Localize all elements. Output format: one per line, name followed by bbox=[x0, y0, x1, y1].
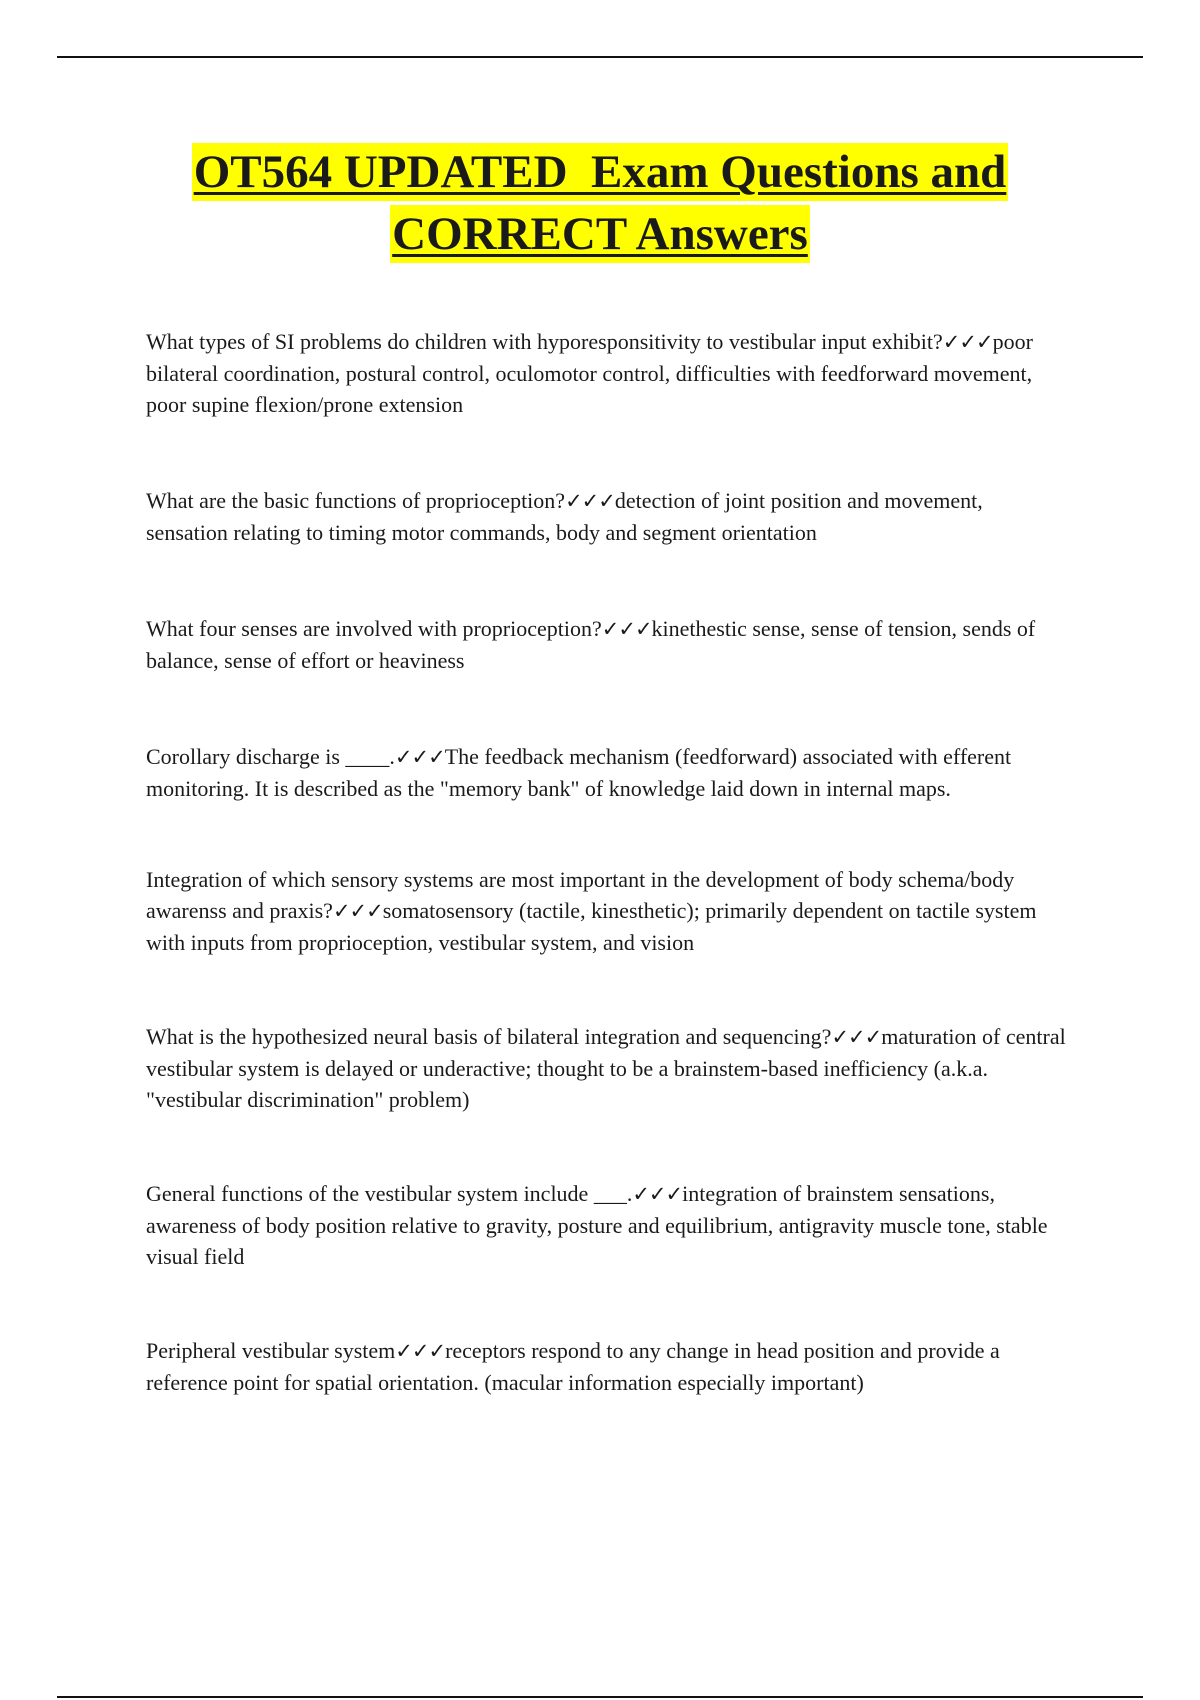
answer-text: The feedback mechanism (feedforward) associated with efferent monitoring. It is described as the "memory bank" of knowledge laid down in internal maps. bbox=[146, 744, 1012, 801]
qa-list bbox=[146, 326, 1066, 1398]
question-text: Integration of which sensory systems are most important in the development of body schema/body awarenss and praxis? bbox=[146, 867, 1015, 923]
question-text: What are the basic functions of proprioception? bbox=[146, 488, 566, 513]
title-line-2: CORRECT Answers bbox=[390, 205, 810, 263]
qa-item bbox=[146, 485, 1066, 548]
answer-text: kinethestic sense, sense of tension, sends of balance, sense of effort or heaviness bbox=[146, 616, 1036, 673]
qa-item bbox=[146, 1021, 1066, 1115]
question-text: What is the hypothesized neural basis of bilateral integration and sequencing? bbox=[146, 1024, 832, 1049]
check-marks: ✓✓✓ bbox=[395, 1339, 446, 1363]
question-text: General functions of the vestibular system include ___. bbox=[146, 1181, 633, 1206]
qa-item bbox=[146, 1335, 1066, 1398]
qa-item bbox=[146, 613, 1066, 676]
check-marks: ✓✓✓ bbox=[394, 745, 445, 769]
check-marks: ✓✓✓ bbox=[332, 899, 383, 923]
question-text: Corollary discharge is ____. bbox=[146, 744, 395, 769]
title-line-1: OT564 UPDATED Exam Questions and bbox=[192, 143, 1009, 201]
footer-rule bbox=[57, 1696, 1143, 1698]
qa-item bbox=[146, 864, 1066, 958]
answer-text: integration of brainstem sensations, awareness of body position relative to gravity, posture and equilibrium, antigravity muscle tone, stable visual field bbox=[146, 1181, 1048, 1269]
qa-item bbox=[146, 1178, 1066, 1272]
answer-text: receptors respond to any change in head position and provide a reference point for spatial orientation. (macular information especially important) bbox=[146, 1338, 1000, 1395]
check-marks: ✓✓✓ bbox=[601, 617, 652, 641]
qa-item bbox=[146, 741, 1066, 804]
check-marks: ✓✓✓ bbox=[942, 330, 993, 354]
check-marks: ✓✓✓ bbox=[565, 489, 615, 513]
answer-text: maturation of central vestibular system is delayed or underactive; thought to be a brainstem-based inefficiency (a.k.a. "vestibular discrimination" problem) bbox=[146, 1024, 1066, 1112]
answer-text: detection of joint position and movement, sensation relating to timing motor commands, body and segment orientation bbox=[146, 488, 983, 545]
question-text: What four senses are involved with proprioception? bbox=[146, 616, 602, 641]
question-text: What types of SI problems do children with hyporesponsitivity to vestibular input exhibit? bbox=[146, 329, 943, 354]
answer-text: poor bilateral coordination, postural control, oculomotor control, difficulties with feedforward movement, poor supine flexion/prone extension bbox=[146, 329, 1033, 417]
answer-text: somatosensory (tactile, kinesthetic); primarily dependent on tactile system with inputs from proprioception, vestibular system, and vision bbox=[146, 898, 1037, 955]
document-title bbox=[60, 143, 1140, 263]
question-text: Peripheral vestibular system bbox=[146, 1338, 396, 1363]
qa-item bbox=[146, 326, 1066, 420]
header-rule bbox=[57, 56, 1143, 58]
check-marks: ✓✓✓ bbox=[632, 1182, 683, 1206]
check-marks: ✓✓✓ bbox=[831, 1025, 882, 1049]
